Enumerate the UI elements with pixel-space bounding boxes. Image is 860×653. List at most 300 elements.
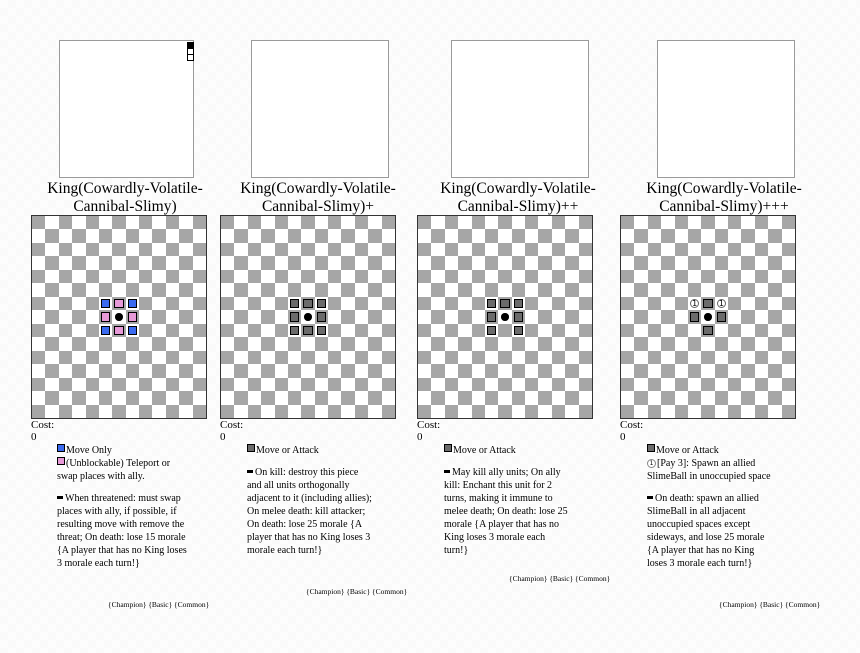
board-square [565, 310, 578, 323]
board-square [552, 405, 565, 418]
board-square [86, 391, 99, 404]
board-square [498, 378, 511, 391]
board-square [552, 256, 565, 269]
move-attack-marker [514, 326, 523, 335]
board-square [59, 229, 72, 242]
board-square [715, 405, 728, 418]
board-square [715, 351, 728, 364]
board-square [86, 337, 99, 350]
board-square [485, 324, 498, 337]
board-square [648, 229, 661, 242]
board-square [621, 283, 634, 296]
board-square [755, 324, 768, 337]
board-square [755, 378, 768, 391]
board-square [768, 378, 781, 391]
board-square [418, 310, 431, 323]
board-square [634, 337, 647, 350]
king-piece-icon [115, 313, 122, 320]
board-square [741, 229, 754, 242]
board-square [579, 216, 592, 229]
board-square [32, 391, 45, 404]
board-square [648, 297, 661, 310]
board-square [315, 378, 328, 391]
board-square [458, 297, 471, 310]
board-square [152, 310, 165, 323]
board-square [166, 337, 179, 350]
board-square [341, 405, 354, 418]
board-square [301, 351, 314, 364]
board-square [248, 351, 261, 364]
board-square [728, 297, 741, 310]
board-square [485, 337, 498, 350]
board-square [634, 297, 647, 310]
board-square [193, 229, 206, 242]
board-square [472, 337, 485, 350]
board-square [301, 243, 314, 256]
board-square [512, 283, 525, 296]
board-square [328, 216, 341, 229]
board-square [248, 229, 261, 242]
board-square [126, 405, 139, 418]
board-square [355, 391, 368, 404]
board-square [45, 337, 58, 350]
board-square [498, 364, 511, 377]
board-square [688, 229, 701, 242]
board-square [458, 229, 471, 242]
board-square [579, 229, 592, 242]
board-square [234, 243, 247, 256]
board-square [288, 283, 301, 296]
board-square [152, 351, 165, 364]
board-square [728, 270, 741, 283]
board-square [701, 324, 714, 337]
board-square [634, 310, 647, 323]
board-square [675, 324, 688, 337]
board-square [525, 364, 538, 377]
board-square [445, 229, 458, 242]
board-square [701, 364, 714, 377]
board-square [355, 229, 368, 242]
board-square [152, 283, 165, 296]
board-square [621, 324, 634, 337]
board-square [741, 364, 754, 377]
spawn-marker: 1 [717, 299, 726, 308]
board-square [579, 351, 592, 364]
board-square [675, 243, 688, 256]
board-square [498, 283, 511, 296]
board-square [59, 364, 72, 377]
board-square [418, 364, 431, 377]
portrait-frame [251, 40, 389, 178]
board-square [248, 297, 261, 310]
board-square [112, 310, 125, 323]
board-square [152, 229, 165, 242]
board-square [179, 324, 192, 337]
board-square [275, 229, 288, 242]
board-square [485, 256, 498, 269]
board-square [445, 378, 458, 391]
board-square [579, 310, 592, 323]
bullet-icon [444, 470, 450, 473]
board-square [418, 378, 431, 391]
board-square [525, 243, 538, 256]
board-square [275, 378, 288, 391]
board-square [579, 324, 592, 337]
board-square [193, 270, 206, 283]
board-square [45, 270, 58, 283]
board-square [431, 351, 444, 364]
board-square [728, 337, 741, 350]
board-square [368, 324, 381, 337]
board-square [701, 351, 714, 364]
board-square [99, 337, 112, 350]
board-square [261, 229, 274, 242]
card-title: King(Cowardly-Volatile- Cannibal-Slimy)+ [240, 180, 396, 215]
board-square [139, 229, 152, 242]
board-square [472, 256, 485, 269]
board-square [485, 310, 498, 323]
tags-label: {Champion} {Basic} {Common} [509, 574, 611, 583]
board-square [234, 391, 247, 404]
board-square [288, 310, 301, 323]
board-square [634, 324, 647, 337]
board-square [525, 297, 538, 310]
board-square [538, 243, 551, 256]
board-square [32, 216, 45, 229]
board-square [99, 310, 112, 323]
board-square [99, 270, 112, 283]
board-square [621, 378, 634, 391]
board-square [86, 229, 99, 242]
board-square [755, 364, 768, 377]
board-square [472, 297, 485, 310]
board-square [166, 324, 179, 337]
board-square [368, 378, 381, 391]
board-square [112, 229, 125, 242]
board-square [552, 216, 565, 229]
board-square [72, 243, 85, 256]
board-square [431, 283, 444, 296]
legend-text: Move or Attack [656, 445, 719, 456]
board-square [715, 364, 728, 377]
board-square [458, 270, 471, 283]
board-square [368, 391, 381, 404]
board-square [234, 270, 247, 283]
pink-square-icon [57, 457, 65, 465]
board-square [99, 243, 112, 256]
board-square [565, 324, 578, 337]
move-attack-marker [290, 312, 299, 321]
board-square [688, 351, 701, 364]
board-square [261, 270, 274, 283]
board-square [45, 310, 58, 323]
board-square [418, 351, 431, 364]
board-square [112, 378, 125, 391]
board-square [59, 351, 72, 364]
board-square [139, 378, 152, 391]
board-square [782, 364, 795, 377]
board-square [418, 337, 431, 350]
board-square [261, 378, 274, 391]
legend-text: Move or Attack [256, 445, 319, 456]
board-square [86, 243, 99, 256]
board-square [741, 378, 754, 391]
board-square [741, 405, 754, 418]
board-square [315, 270, 328, 283]
card-title: King(Cowardly-Volatile- Cannibal-Slimy)++ [440, 180, 596, 215]
board-square [418, 256, 431, 269]
board-square [472, 243, 485, 256]
board-square [565, 216, 578, 229]
board-square [538, 297, 551, 310]
board-square [728, 283, 741, 296]
board-square [288, 324, 301, 337]
board-square [701, 405, 714, 418]
board-square [221, 364, 234, 377]
board-square [275, 351, 288, 364]
board-square [328, 310, 341, 323]
board-square [301, 391, 314, 404]
board-square [715, 270, 728, 283]
board-square [512, 297, 525, 310]
board-square [221, 256, 234, 269]
board-square [112, 297, 125, 310]
board-square [538, 391, 551, 404]
board-square [32, 283, 45, 296]
board-square [45, 324, 58, 337]
board-square [782, 391, 795, 404]
board-square [301, 324, 314, 337]
board-square [368, 337, 381, 350]
board-square [525, 256, 538, 269]
board-square [221, 270, 234, 283]
board-square [768, 364, 781, 377]
board-square [538, 270, 551, 283]
board-square [741, 270, 754, 283]
board-square [688, 310, 701, 323]
board-square [72, 310, 85, 323]
board-square [565, 378, 578, 391]
board-square [728, 351, 741, 364]
board-square [315, 297, 328, 310]
board-square [315, 391, 328, 404]
board-square [315, 243, 328, 256]
board-square [552, 243, 565, 256]
move-board [220, 215, 396, 419]
board-square [431, 337, 444, 350]
legend-text: Move Only [66, 445, 112, 456]
board-square [355, 405, 368, 418]
board-square [418, 270, 431, 283]
board-square [661, 324, 674, 337]
board-square [458, 364, 471, 377]
board-square [221, 378, 234, 391]
board-square [445, 297, 458, 310]
board-square [418, 243, 431, 256]
board-square [99, 364, 112, 377]
board-square [234, 256, 247, 269]
board-square [621, 351, 634, 364]
board-square [139, 283, 152, 296]
board-square [661, 378, 674, 391]
board-square [368, 405, 381, 418]
board-square [768, 229, 781, 242]
board-square [621, 243, 634, 256]
board-square [512, 351, 525, 364]
board-square [221, 391, 234, 404]
board-square [193, 405, 206, 418]
teleport-marker [128, 312, 137, 321]
king-piece-icon [501, 313, 508, 320]
board-square [139, 243, 152, 256]
board-square [315, 324, 328, 337]
board-square [755, 283, 768, 296]
board-square [261, 243, 274, 256]
board-square [525, 351, 538, 364]
board-square [59, 243, 72, 256]
board-square [552, 270, 565, 283]
board-square [193, 297, 206, 310]
board-square [458, 391, 471, 404]
board-square [498, 405, 511, 418]
board-square [32, 310, 45, 323]
board-square [126, 378, 139, 391]
board-square [72, 229, 85, 242]
board-square [368, 310, 381, 323]
board-square [179, 405, 192, 418]
board-square [275, 270, 288, 283]
board-square [355, 283, 368, 296]
board-square [328, 364, 341, 377]
move-only-marker [101, 299, 110, 308]
board-square [301, 310, 314, 323]
board-square [498, 324, 511, 337]
board-square [418, 324, 431, 337]
board-square [688, 337, 701, 350]
board-square [621, 391, 634, 404]
board-square [552, 297, 565, 310]
board-square [715, 378, 728, 391]
board-square [782, 297, 795, 310]
board-square [445, 391, 458, 404]
board-square [701, 310, 714, 323]
ability-body: When threatened: must swap places with ally, if possible, if resulting move with remove the threat; On death: lose 15 morale {A player that has no King loses 3 morale each turn!} [57, 493, 187, 569]
board-square [472, 324, 485, 337]
legend-item [647, 444, 775, 457]
board-square [525, 405, 538, 418]
board-square [538, 364, 551, 377]
move-attack-marker [303, 299, 312, 308]
board-square [715, 229, 728, 242]
board-square [86, 216, 99, 229]
king-piece-icon [304, 313, 311, 320]
board-square [32, 405, 45, 418]
board-square [782, 337, 795, 350]
board-square [221, 229, 234, 242]
board-square [248, 337, 261, 350]
board-square [99, 405, 112, 418]
board-square [498, 270, 511, 283]
board-square [193, 378, 206, 391]
board-square [688, 297, 701, 310]
board-square [472, 229, 485, 242]
board-square [485, 283, 498, 296]
board-square [552, 324, 565, 337]
board-square [32, 378, 45, 391]
board-square [126, 364, 139, 377]
board-square [275, 405, 288, 418]
board-square [782, 256, 795, 269]
board-square [152, 270, 165, 283]
board-square [648, 405, 661, 418]
board-square [498, 256, 511, 269]
board-square [234, 337, 247, 350]
board-square [328, 243, 341, 256]
board-square [701, 283, 714, 296]
board-square [445, 216, 458, 229]
board-square [341, 229, 354, 242]
board-square [86, 297, 99, 310]
move-attack-marker [303, 326, 312, 335]
board-square [315, 364, 328, 377]
board-square [86, 364, 99, 377]
legend-item [444, 444, 569, 457]
board-square [661, 297, 674, 310]
board-square [418, 283, 431, 296]
board-square [431, 243, 444, 256]
board-square [525, 324, 538, 337]
board-square [59, 216, 72, 229]
board-square [701, 337, 714, 350]
number-one-icon: 1 [647, 459, 656, 468]
board-square [193, 391, 206, 404]
board-square [248, 364, 261, 377]
board-square [458, 310, 471, 323]
board-square [458, 256, 471, 269]
board-square [234, 351, 247, 364]
bullet-icon [647, 496, 653, 499]
board-square [472, 378, 485, 391]
board-square [525, 229, 538, 242]
board-square [139, 364, 152, 377]
board-square [579, 405, 592, 418]
board-square [701, 256, 714, 269]
board-square [538, 310, 551, 323]
board-square [741, 337, 754, 350]
board-square [634, 229, 647, 242]
move-board [31, 215, 207, 419]
board-square [634, 364, 647, 377]
board-square [193, 243, 206, 256]
board-square [418, 391, 431, 404]
board-square [675, 256, 688, 269]
board-square [288, 243, 301, 256]
board-square [621, 337, 634, 350]
teleport-marker [114, 326, 123, 335]
move-attack-marker [500, 299, 509, 308]
board-square [152, 364, 165, 377]
board-square [193, 310, 206, 323]
board-square [741, 243, 754, 256]
board-square [458, 283, 471, 296]
board-square [431, 391, 444, 404]
board-square [139, 337, 152, 350]
board-square [368, 364, 381, 377]
board-square [418, 216, 431, 229]
board-square [126, 310, 139, 323]
board-square [418, 405, 431, 418]
board-square [621, 310, 634, 323]
